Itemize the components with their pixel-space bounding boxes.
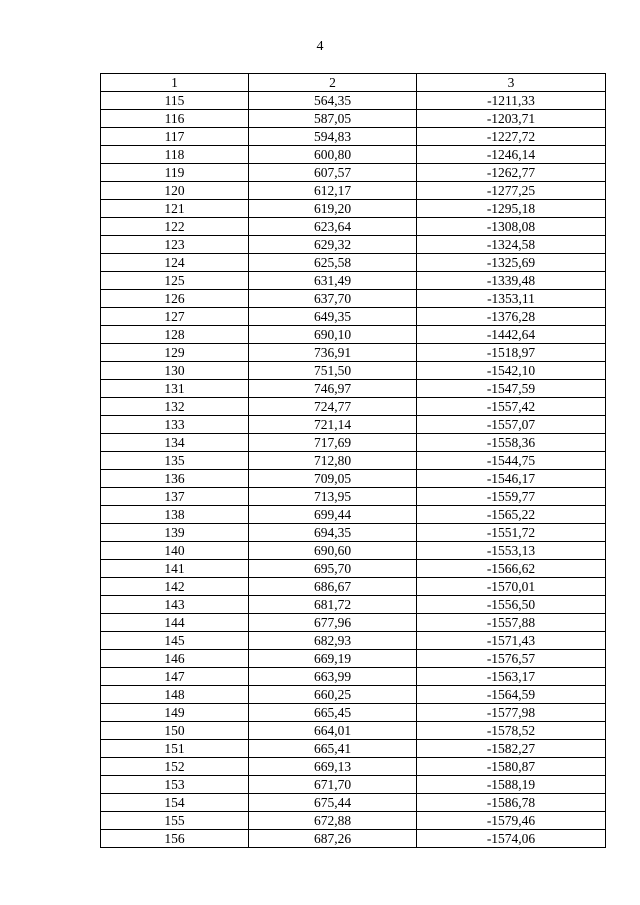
column-2-cell: 587,05 (249, 110, 417, 128)
column-2-cell: 695,70 (249, 560, 417, 578)
table-row (101, 326, 606, 344)
row-number-cell: 133 (101, 416, 249, 434)
column-2-cell: 672,88 (249, 812, 417, 830)
column-3-cell: -1518,97 (417, 344, 606, 362)
table-row (101, 722, 606, 740)
row-number-cell: 146 (101, 650, 249, 668)
column-3-cell: -1579,46 (417, 812, 606, 830)
column-2-cell: 619,20 (249, 200, 417, 218)
row-number-cell: 122 (101, 218, 249, 236)
row-number-cell: 152 (101, 758, 249, 776)
column-3-cell: -1542,10 (417, 362, 606, 380)
table-row (101, 650, 606, 668)
table-row (101, 596, 606, 614)
row-number-cell: 115 (101, 92, 249, 110)
row-number-cell: 137 (101, 488, 249, 506)
table-row (101, 776, 606, 794)
row-number-cell: 129 (101, 344, 249, 362)
row-number-cell: 121 (101, 200, 249, 218)
row-number-cell: 139 (101, 524, 249, 542)
table-row (101, 380, 606, 398)
column-3-cell: -1564,59 (417, 686, 606, 704)
table-row (101, 236, 606, 254)
column-2-cell: 669,13 (249, 758, 417, 776)
column-2-cell: 699,44 (249, 506, 417, 524)
table-row (101, 686, 606, 704)
column-3-cell: -1557,88 (417, 614, 606, 632)
table-row (101, 812, 606, 830)
column-2-cell: 649,35 (249, 308, 417, 326)
column-3-cell: -1570,01 (417, 578, 606, 596)
row-number-cell: 123 (101, 236, 249, 254)
table-row (101, 470, 606, 488)
table-row (101, 542, 606, 560)
row-number-cell: 138 (101, 506, 249, 524)
table-row (101, 434, 606, 452)
column-2-cell: 751,50 (249, 362, 417, 380)
column-3-cell: -1586,78 (417, 794, 606, 812)
column-3-cell: -1325,69 (417, 254, 606, 272)
column-3-cell: -1571,43 (417, 632, 606, 650)
row-number-cell: 145 (101, 632, 249, 650)
column-2-cell: 746,97 (249, 380, 417, 398)
table-row (101, 344, 606, 362)
table-row (101, 398, 606, 416)
row-number-cell: 124 (101, 254, 249, 272)
column-3-cell: -1353,11 (417, 290, 606, 308)
row-number-cell: 155 (101, 812, 249, 830)
row-number-cell: 130 (101, 362, 249, 380)
table-row (101, 146, 606, 164)
column-2-cell: 677,96 (249, 614, 417, 632)
row-number-cell: 151 (101, 740, 249, 758)
column-2-cell: 721,14 (249, 416, 417, 434)
column-3-cell: -1203,71 (417, 110, 606, 128)
table-row (101, 794, 606, 812)
column-3-cell: -1557,42 (417, 398, 606, 416)
column-2-cell: 713,95 (249, 488, 417, 506)
column-header-2: 2 (249, 74, 417, 92)
table-row (101, 200, 606, 218)
table-row (101, 308, 606, 326)
column-2-cell: 686,67 (249, 578, 417, 596)
column-2-cell: 712,80 (249, 452, 417, 470)
column-2-cell: 612,17 (249, 182, 417, 200)
row-number-cell: 117 (101, 128, 249, 146)
column-2-cell: 675,44 (249, 794, 417, 812)
row-number-cell: 128 (101, 326, 249, 344)
table-row (101, 740, 606, 758)
column-3-cell: -1551,72 (417, 524, 606, 542)
column-2-cell: 724,77 (249, 398, 417, 416)
column-3-cell: -1376,28 (417, 308, 606, 326)
column-3-cell: -1580,87 (417, 758, 606, 776)
row-number-cell: 116 (101, 110, 249, 128)
column-2-cell: 625,58 (249, 254, 417, 272)
column-3-cell: -1211,33 (417, 92, 606, 110)
table-row (101, 524, 606, 542)
table-row (101, 290, 606, 308)
table-row (101, 758, 606, 776)
row-number-cell: 144 (101, 614, 249, 632)
table-row (101, 452, 606, 470)
column-3-cell: -1546,17 (417, 470, 606, 488)
column-3-cell: -1227,72 (417, 128, 606, 146)
column-3-cell: -1577,98 (417, 704, 606, 722)
column-2-cell: 629,32 (249, 236, 417, 254)
column-2-cell: 631,49 (249, 272, 417, 290)
column-3-cell: -1339,48 (417, 272, 606, 290)
column-2-cell: 663,99 (249, 668, 417, 686)
table-row (101, 272, 606, 290)
row-number-cell: 127 (101, 308, 249, 326)
column-2-cell: 690,60 (249, 542, 417, 560)
row-number-cell: 132 (101, 398, 249, 416)
column-3-cell: -1544,75 (417, 452, 606, 470)
row-number-cell: 118 (101, 146, 249, 164)
row-number-cell: 131 (101, 380, 249, 398)
row-number-cell: 156 (101, 830, 249, 848)
table-row (101, 668, 606, 686)
column-2-cell: 687,26 (249, 830, 417, 848)
row-number-cell: 135 (101, 452, 249, 470)
table-row (101, 110, 606, 128)
column-3-cell: -1588,19 (417, 776, 606, 794)
header-row (101, 74, 606, 92)
page-number: 4 (316, 39, 324, 54)
table-row (101, 182, 606, 200)
column-3-cell: -1563,17 (417, 668, 606, 686)
table-row (101, 830, 606, 848)
column-3-cell: -1559,77 (417, 488, 606, 506)
column-3-cell: -1574,06 (417, 830, 606, 848)
table-row (101, 164, 606, 182)
table-row (101, 704, 606, 722)
column-2-cell: 623,64 (249, 218, 417, 236)
column-header-1: 1 (101, 74, 249, 92)
column-3-cell: -1582,27 (417, 740, 606, 758)
column-3-cell: -1246,14 (417, 146, 606, 164)
column-3-cell: -1557,07 (417, 416, 606, 434)
table-row (101, 488, 606, 506)
row-number-cell: 120 (101, 182, 249, 200)
row-number-cell: 153 (101, 776, 249, 794)
table-row (101, 218, 606, 236)
column-2-cell: 660,25 (249, 686, 417, 704)
table-row (101, 416, 606, 434)
column-3-cell: -1566,62 (417, 560, 606, 578)
table-row (101, 506, 606, 524)
column-3-cell: -1547,59 (417, 380, 606, 398)
column-2-cell: 671,70 (249, 776, 417, 794)
column-3-cell: -1308,08 (417, 218, 606, 236)
row-number-cell: 134 (101, 434, 249, 452)
row-number-cell: 142 (101, 578, 249, 596)
column-2-cell: 669,19 (249, 650, 417, 668)
column-2-cell: 607,57 (249, 164, 417, 182)
table-row (101, 614, 606, 632)
row-number-cell: 119 (101, 164, 249, 182)
column-2-cell: 690,10 (249, 326, 417, 344)
column-3-cell: -1277,25 (417, 182, 606, 200)
row-number-cell: 147 (101, 668, 249, 686)
row-number-cell: 140 (101, 542, 249, 560)
table-row (101, 254, 606, 272)
table-row (101, 578, 606, 596)
column-2-cell: 665,41 (249, 740, 417, 758)
column-2-cell: 717,69 (249, 434, 417, 452)
column-3-cell: -1556,50 (417, 596, 606, 614)
table-row (101, 128, 606, 146)
column-2-cell: 681,72 (249, 596, 417, 614)
column-header-3: 3 (417, 74, 606, 92)
column-3-cell: -1324,58 (417, 236, 606, 254)
column-2-cell: 600,80 (249, 146, 417, 164)
column-3-cell: -1578,52 (417, 722, 606, 740)
row-number-cell: 154 (101, 794, 249, 812)
table-row (101, 92, 606, 110)
table-row (101, 632, 606, 650)
row-number-cell: 148 (101, 686, 249, 704)
table-header (101, 74, 606, 92)
column-2-cell: 736,91 (249, 344, 417, 362)
column-2-cell: 682,93 (249, 632, 417, 650)
row-number-cell: 126 (101, 290, 249, 308)
column-3-cell: -1576,57 (417, 650, 606, 668)
column-2-cell: 665,45 (249, 704, 417, 722)
row-number-cell: 141 (101, 560, 249, 578)
column-3-cell: -1558,36 (417, 434, 606, 452)
row-number-cell: 136 (101, 470, 249, 488)
column-3-cell: -1262,77 (417, 164, 606, 182)
column-2-cell: 594,83 (249, 128, 417, 146)
table-body (101, 92, 606, 848)
data-table (100, 73, 606, 848)
column-2-cell: 637,70 (249, 290, 417, 308)
column-2-cell: 709,05 (249, 470, 417, 488)
column-3-cell: -1553,13 (417, 542, 606, 560)
row-number-cell: 143 (101, 596, 249, 614)
column-2-cell: 564,35 (249, 92, 417, 110)
column-3-cell: -1565,22 (417, 506, 606, 524)
table-row (101, 560, 606, 578)
row-number-cell: 125 (101, 272, 249, 290)
row-number-cell: 150 (101, 722, 249, 740)
column-2-cell: 694,35 (249, 524, 417, 542)
column-3-cell: -1295,18 (417, 200, 606, 218)
column-3-cell: -1442,64 (417, 326, 606, 344)
table-row (101, 362, 606, 380)
row-number-cell: 149 (101, 704, 249, 722)
column-2-cell: 664,01 (249, 722, 417, 740)
